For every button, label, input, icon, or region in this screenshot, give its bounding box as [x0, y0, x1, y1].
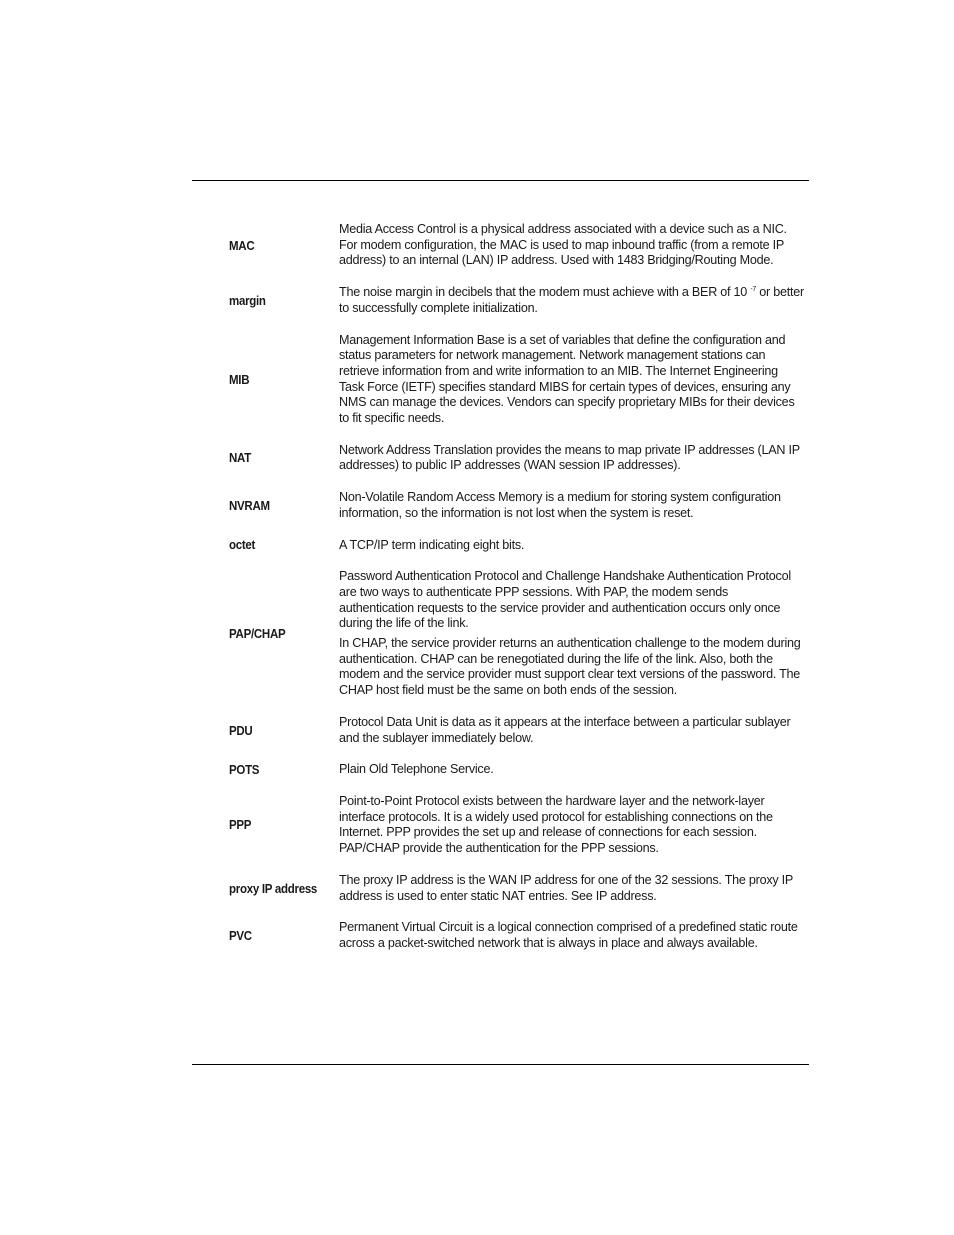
definition-paragraph: A TCP/IP term indicating eight bits.	[339, 537, 525, 552]
definition-paragraph: Management Information Base is a set of variables that define the configuration and status parameters for network management. Network management stations can retrieve information from and write information to an MIB. The Internet Engineering Task Force (IETF) specifies standard MIBS for certain types of devices, ensuring any NMS can manage the devices. Vendors can specify proprietary MIBs for their devices to fit specific needs.	[339, 332, 795, 426]
glossary-definition	[339, 873, 804, 904]
header-rule	[192, 180, 809, 181]
glossary-term: MAC	[229, 238, 255, 253]
glossary-term: proxy IP address	[229, 881, 318, 896]
definition-paragraph: Password Authentication Protocol and Challenge Handshake Authentication Protocol are two ways to authenticate PPP sessions. With PAP, the modem sends authentication requests to the service provider and authentication occurs only once during the life of the link.	[339, 569, 791, 631]
glossary-definition	[339, 920, 804, 951]
definition-paragraph: Protocol Data Unit is data as it appears at the interface between a particular sublayer and the sublayer immediately below.	[339, 714, 791, 745]
glossary-entry-margin	[229, 285, 804, 316]
glossary-definition	[339, 538, 804, 554]
glossary-entry-pdu	[229, 715, 804, 746]
glossary-entry-pvc	[229, 920, 804, 951]
glossary-entry-mib	[229, 333, 804, 427]
glossary-definition	[339, 443, 804, 474]
glossary-definition	[339, 490, 804, 521]
margin-def-after: or better to successfully complete initialization.	[339, 285, 804, 315]
glossary-definition	[339, 222, 804, 269]
glossary-term: PPP	[229, 818, 252, 833]
glossary-definition	[339, 794, 804, 857]
definition-paragraph: Permanent Virtual Circuit is a logical connection comprised of a predefined static route across a packet-switched network that is always in place and always available.	[339, 920, 798, 950]
glossary-term: PVC	[229, 928, 252, 943]
glossary-term: MIB	[229, 372, 250, 387]
glossary-term: margin	[229, 293, 266, 308]
glossary-term: PAP/CHAP	[229, 627, 286, 642]
definition-paragraph: Plain Old Telephone Service.	[339, 762, 494, 777]
definition-paragraph: Media Access Control is a physical address associated with a device such as a NIC. For modem configuration, the MAC is used to map inbound traffic (from a remote IP address) to an internal (LAN) IP address. Used with 1483 Bridging/Routing Mode.	[339, 222, 787, 268]
glossary-entry-ppp	[229, 794, 804, 857]
glossary-definition	[339, 285, 804, 316]
definition-paragraph: Non-Volatile Random Access Memory is a medium for storing system configuration information, so the information is not lost when the system is reset.	[339, 490, 781, 520]
glossary-entry-proxy-ip-address	[229, 873, 804, 904]
glossary-definition	[339, 333, 804, 427]
glossary-entry-nat	[229, 443, 804, 474]
glossary-entry-nvram	[229, 490, 804, 521]
footer-rule	[192, 1064, 809, 1065]
glossary-definition	[339, 715, 804, 746]
glossary-term: POTS	[229, 763, 260, 778]
definition-paragraph: The proxy IP address is the WAN IP address for one of the 32 sessions. The proxy IP address is used to enter static NAT entries. See IP address.	[339, 872, 793, 903]
definition-paragraph: Network Address Translation provides the means to map private IP addresses (LAN IP addresses) to public IP addresses (WAN session IP addresses).	[339, 442, 800, 473]
glossary-list	[229, 222, 804, 968]
glossary-entry-pap-chap	[229, 569, 804, 699]
glossary-entry-mac	[229, 222, 804, 269]
glossary-term: NAT	[229, 451, 251, 466]
definition-paragraph	[339, 285, 804, 316]
glossary-entry-pots	[229, 762, 804, 778]
glossary-term: PDU	[229, 723, 253, 738]
exponent-superscript: -7	[750, 286, 757, 294]
glossary-entry-octet	[229, 538, 804, 554]
definition-paragraph: In CHAP, the service provider returns an authentication challenge to the modem during authentication. CHAP can be renegotiated during the life of the link. Also, both the modem and the service provider must support clear text versions of the password. The CHAP host field must be the same on both ends of the session.	[339, 636, 801, 698]
glossary-term: NVRAM	[229, 498, 270, 513]
definition-paragraph: Point-to-Point Protocol exists between the hardware layer and the network-layer interface protocols. It is a widely used protocol for establishing connections on the Internet. PPP provides the set up and release of connections for each session. PAP/CHAP provide the authentication for the PPP sessions.	[339, 793, 773, 856]
glossary-definition	[339, 762, 804, 778]
margin-def-before: The noise margin in decibels that the modem must achieve with a BER of 10	[339, 285, 751, 300]
glossary-term: octet	[229, 538, 256, 553]
glossary-definition	[339, 569, 804, 699]
